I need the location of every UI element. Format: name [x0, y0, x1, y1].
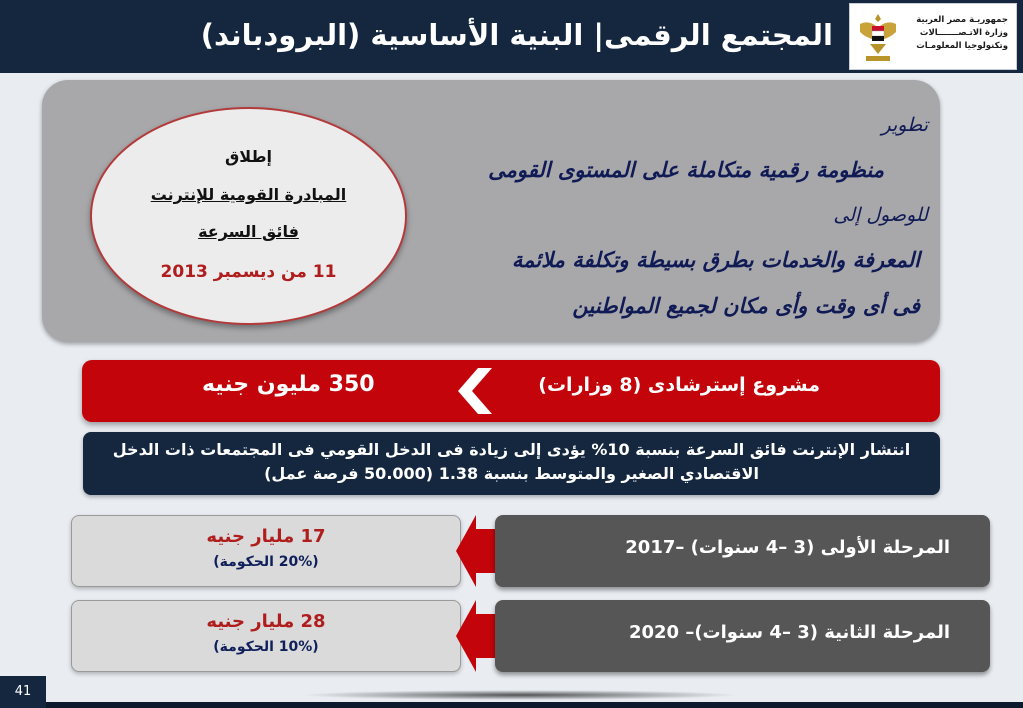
ministry-line-2: وزارة الاتـصـــــــالات: [919, 28, 1008, 38]
vision-line-3: للوصول إلى: [833, 204, 928, 226]
vision-line-4: المعرفة والخدمات بطرق بسيطة وتكلفة ملائمة: [511, 248, 920, 272]
vision-panel: [42, 80, 940, 342]
phase-2-row: [495, 600, 990, 672]
vision-line-5: فى أى وقت وأى مكان لجميع المواطنين: [572, 294, 920, 318]
phase-1-row: [495, 515, 990, 587]
pilot-project-label: مشروع إسترشادى (8 وزارات): [538, 374, 820, 396]
phase-1-gov-share: (20% الحكومة): [213, 554, 319, 570]
phase-2-funding: [71, 600, 461, 672]
footer-bar: [46, 702, 1023, 708]
vision-line-2: منظومة رقمية متكاملة على المستوى القومى: [488, 158, 884, 182]
page-number: 41: [0, 676, 46, 708]
slide-title: المجتمع الرقمى| البنية الأساسية (البرودباند): [200, 18, 833, 52]
phase-2-label: المرحلة الثانية (3 –4 سنوات)– 2020: [628, 622, 950, 643]
eagle-emblem-icon: [856, 10, 900, 64]
impact-line-1: انتشار الإنترنت فائق السرعة بنسبة 10% يؤدى إلى زيادة فى الدخل القومي فى المجتمعات ذات الدخل: [112, 440, 911, 459]
ministry-name: [908, 14, 1008, 53]
impact-line-2: الاقتصادي الصغير والمتوسط بنسبة 1.38 (50.000 فرصة عمل): [264, 464, 759, 483]
chevron-left-icon: [454, 366, 494, 416]
ministry-line-3: وتكنولوجيا المعلومـات: [916, 41, 1008, 51]
footer-shadow: [300, 690, 740, 700]
launch-date: 11 من ديسمبر 2013: [160, 262, 337, 282]
phase-1-label: المرحلة الأولى (3 –4 سنوات) –2017: [625, 537, 950, 558]
impact-info-box: [83, 432, 940, 495]
vision-line-1: تطوير: [881, 114, 928, 136]
phase-1-funding: [71, 515, 461, 587]
launch-oval: [90, 107, 407, 325]
ministry-logo: [849, 3, 1017, 70]
phase-1-amount: 17 مليار جنيه: [206, 526, 326, 547]
phase-2-amount: 28 مليار جنيه: [206, 611, 326, 632]
pilot-budget: 350 مليون جنيه: [202, 372, 375, 397]
launch-initiative: المبادرة القومية للإنترنت: [150, 185, 347, 204]
launch-speed: فائق السرعة: [198, 222, 299, 241]
launch-title: إطلاق: [224, 147, 272, 166]
phase-2-gov-share: (10% الحكومة): [213, 639, 319, 655]
pilot-project-banner: [82, 360, 940, 422]
ministry-line-1: جمهوريـة مصر العربية: [916, 15, 1008, 25]
